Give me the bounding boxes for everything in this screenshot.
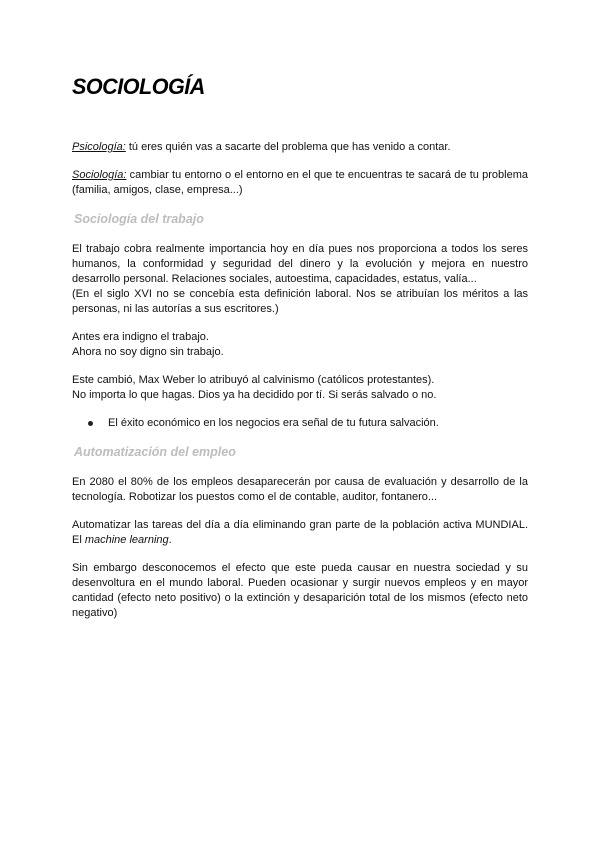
emphasis-text: machine learning	[84, 534, 169, 546]
paragraph	[72, 518, 528, 548]
paragraph-line: Ahora no soy digno sin trabajo.	[72, 346, 224, 358]
definition-sociologia	[72, 168, 528, 198]
paragraph-text: .	[168, 534, 172, 546]
bullet-dot-icon	[88, 421, 93, 426]
paragraph-line: No importa lo que hagas. Dios ya ha decidido por tí. Si serás salvado o no.	[72, 389, 437, 401]
bullet-text: El éxito económico en los negocios era señal de tu futura salvación.	[108, 417, 439, 429]
definition-text: tú eres quién vas a sacarte del problema que has venido a contar.	[125, 141, 451, 153]
section-heading-trabajo: Sociología del trabajo	[74, 212, 204, 226]
paragraph-text: Automatizar las tareas del día a día eliminando gran parte de la población activa MUNDIAL. El	[72, 519, 528, 546]
definition-text: cambiar tu entorno o el entorno en el que te encuentras te sacará de tu problema (familia, amigos, clase, empresa...)	[72, 169, 528, 196]
document-title: SOCIOLOGÍA	[72, 74, 205, 99]
paragraph: Sin embargo desconocemos el efecto que este pueda causar en nuestra sociedad y su desenvoltura en el mundo laboral. Pueden ocasionar y surgir nuevos empleos y en mayor cantidad (efecto neto positivo) o la extinción y desaparición total de los mismos (efecto neto negativo)	[72, 562, 528, 619]
paragraph: El trabajo cobra realmente importancia hoy en día pues nos proporciona a todos los seres humanos, la conformidad y seguridad del dinero y la evolución y mejora en nuestro desarrollo personal. Relaciones sociales, autoestima, capacidades, estatus, valía...	[72, 243, 528, 285]
paragraph: (En el siglo XVI no se concebía esta definición laboral. Nos se atribuían los méritos a las personas, ni las autorías a sus escritores.)	[72, 288, 528, 315]
bullet-item	[86, 416, 528, 431]
document-body	[72, 74, 528, 621]
paragraph-line: Antes era indigno el trabajo.	[72, 331, 209, 343]
paragraph: En 2080 el 80% de los empleos desaparecerán por causa de evaluación y desarrollo de la tecnología. Robotizar los puestos como el de contable, auditor, fontanero...	[72, 476, 528, 503]
paragraph-line: Este cambió, Max Weber lo atribuyó al calvinismo (católicos protestantes).	[72, 374, 435, 386]
term-psicologia: Psicología:	[72, 141, 126, 153]
term-sociologia: Sociología:	[72, 169, 127, 181]
definition-psicologia	[72, 140, 528, 155]
section-heading-automatizacion: Automatización del empleo	[74, 445, 236, 459]
